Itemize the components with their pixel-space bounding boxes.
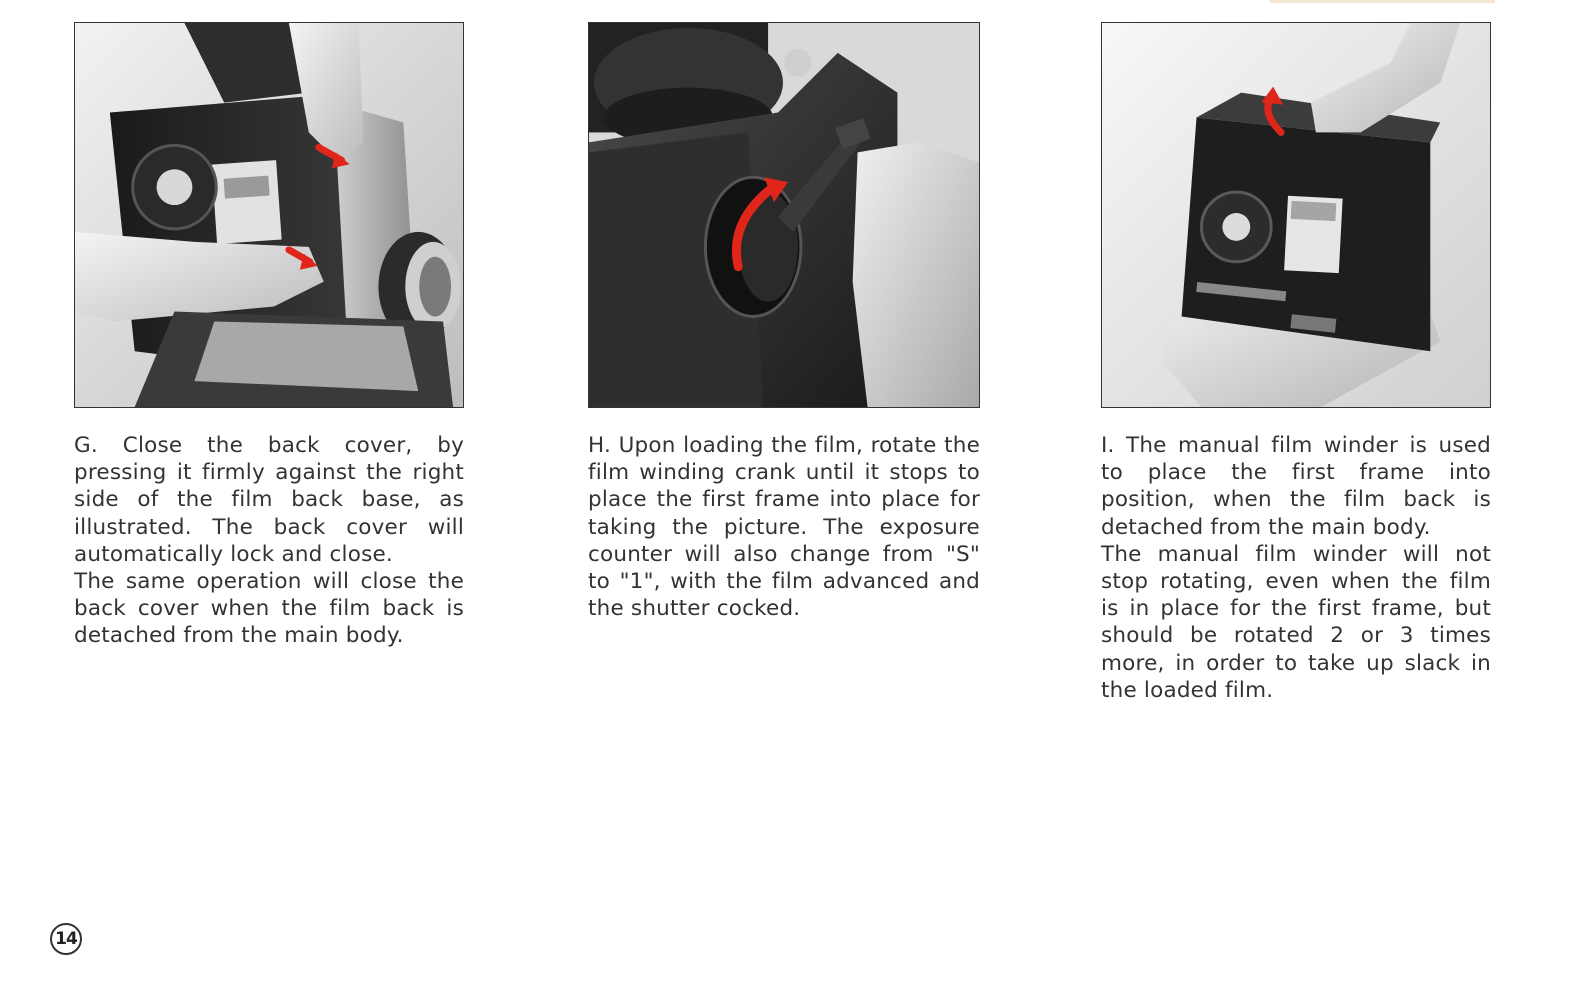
step-g-photo xyxy=(74,22,464,408)
step-i-photo xyxy=(1101,22,1491,408)
step-h-column xyxy=(588,22,980,622)
page-number: 14 xyxy=(50,923,82,955)
step-g-illustration xyxy=(75,23,463,407)
step-h-paragraph-1: H. Upon loading the film, rotate the film winding crank until it stops to place the first frame into place for taking the picture. The exposure counter will also change from "S" to "1", with the film advanced and the shutter cocked. xyxy=(588,433,980,622)
step-g-paragraph-1: G. Close the back cover, by pressing it firmly against the right side of the film back base, as illustrated. The back cover will automatically lock and close. xyxy=(74,433,464,567)
step-i-column xyxy=(1101,22,1491,704)
step-g-column xyxy=(74,22,464,650)
step-i-paragraph-2: The manual film winder will not stop rotating, even when the film is in place for the first frame, but should be rotated 2 or 3 times more, in order to take up slack in the loaded film. xyxy=(1101,541,1491,703)
top-edge-strip xyxy=(1270,0,1495,3)
step-g-caption xyxy=(74,432,464,650)
step-h-illustration xyxy=(589,23,979,407)
step-h-photo xyxy=(588,22,980,408)
step-i-paragraph-1: I. The manual film winder is used to place the first frame into position, when the film back is detached from the main body. xyxy=(1101,433,1491,540)
step-h-caption xyxy=(588,432,980,622)
step-i-illustration xyxy=(1102,23,1490,407)
step-g-paragraph-2: The same operation will close the back cover when the film back is detached from the main body. xyxy=(74,569,464,649)
step-i-caption xyxy=(1101,432,1491,704)
